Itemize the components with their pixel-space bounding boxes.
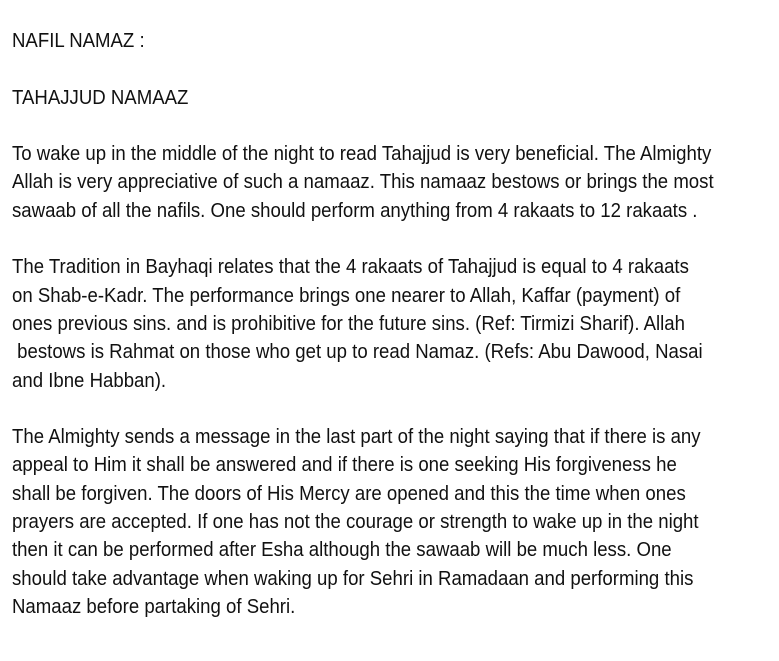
paragraph-line: Allah is very appreciative of such a namaaz. This namaaz bestows or brings the most bbox=[12, 171, 714, 194]
paragraph-line: sawaab of all the nafils. One should perform anything from 4 rakaats to 12 rakaats . bbox=[12, 199, 698, 222]
spacer bbox=[12, 112, 772, 140]
paragraph-line: prayers are accepted. If one has not the courage or strength to wake up in the night bbox=[12, 511, 699, 534]
paragraph-line: The Tradition in Bayhaqi relates that the 4 rakaats of Tahajjud is equal to 4 rakaats bbox=[12, 256, 689, 279]
paragraph-line: The Almighty sends a message in the last part of the night saying that if there is any bbox=[12, 426, 701, 449]
section-heading: NAFIL NAMAZ : bbox=[12, 30, 145, 52]
paragraph-line: Namaaz before partaking of Sehri. bbox=[12, 595, 296, 618]
paragraph-intro bbox=[12, 140, 772, 225]
paragraph-line: then it can be performed after Esha although the sawaab will be much less. One bbox=[12, 539, 672, 562]
spacer bbox=[12, 55, 772, 83]
paragraph-tradition bbox=[12, 253, 772, 394]
paragraph-line: bestows is Rahmat on those who get up to read Namaz. (Refs: Abu Dawood, Nasai bbox=[12, 341, 703, 364]
spacer bbox=[12, 225, 772, 253]
spacer bbox=[12, 395, 772, 423]
paragraph-message bbox=[12, 423, 772, 621]
document-page bbox=[12, 27, 772, 621]
subsection-heading: TAHAJJUD NAMAAZ bbox=[12, 86, 189, 109]
paragraph-line: should take advantage when waking up for Sehri in Ramadaan and performing this bbox=[12, 567, 694, 590]
paragraph-line: on Shab-e-Kadr. The performance brings one nearer to Allah, Kaffar (payment) of bbox=[12, 284, 681, 307]
paragraph-line: and Ibne Habban). bbox=[12, 369, 167, 392]
paragraph-line: ones previous sins. and is prohibitive for the future sins. (Ref: Tirmizi Sharif). Allah bbox=[12, 312, 686, 335]
paragraph-line: appeal to Him it shall be answered and if there is one seeking His forgiveness he bbox=[12, 454, 677, 477]
paragraph-line: shall be forgiven. The doors of His Mercy are opened and this the time when ones bbox=[12, 482, 686, 505]
paragraph-line: To wake up in the middle of the night to read Tahajjud is very beneficial. The Almighty bbox=[12, 143, 712, 166]
